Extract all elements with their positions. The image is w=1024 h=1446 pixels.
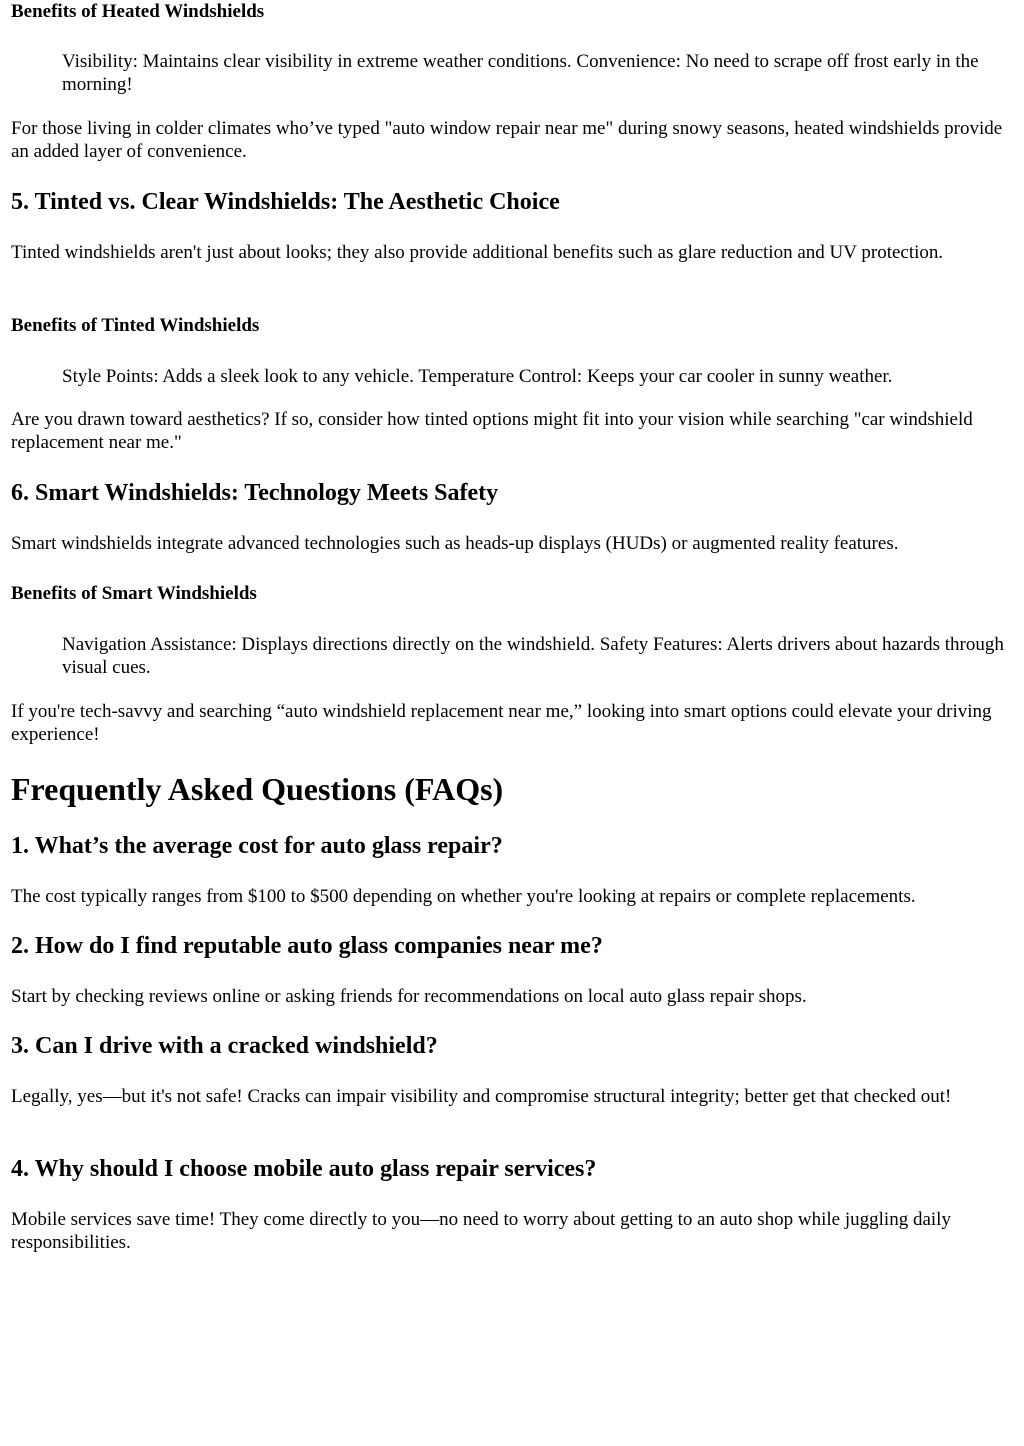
faq-question: 2. How do I find reputable auto glass companies near me? <box>11 933 603 959</box>
smart-closing-paragraph: If you're tech-savvy and searching “auto windshield replacement near me,” looking into smart options could elevate your driving experience! <box>11 701 992 745</box>
heated-benefits-list: Visibility: Maintains clear visibility in extreme weather conditions. Convenience: No need to scrape off frost early in the morning! <box>62 51 979 95</box>
faq-answer: Legally, yes—but it's not safe! Cracks can impair visibility and compromise structural integrity; better get that checked out! <box>11 1086 952 1107</box>
tinted-benefits-heading: Benefits of Tinted Windshields <box>11 315 260 336</box>
heated-benefits-heading: Benefits of Heated Windshields <box>11 1 265 22</box>
faq-answer: The cost typically ranges from $100 to $500 depending on whether you're looking at repairs or complete replacements. <box>11 886 916 907</box>
smart-section-heading: 6. Smart Windshields: Technology Meets Safety <box>11 480 499 506</box>
faq-answer: Mobile services save time! They come directly to you—no need to worry about getting to an auto shop while juggling daily responsibilities. <box>11 1209 951 1253</box>
smart-benefits-list: Navigation Assistance: Displays directions directly on the windshield. Safety Features: Alerts drivers about hazards through visual cues. <box>62 634 1004 678</box>
faq-question: 4. Why should I choose mobile auto glass repair services? <box>11 1156 597 1182</box>
smart-benefits-heading: Benefits of Smart Windshields <box>11 583 257 604</box>
smart-intro-paragraph: Smart windshields integrate advanced technologies such as heads-up displays (HUDs) or augmented reality features. <box>11 533 899 554</box>
tinted-section-heading: 5. Tinted vs. Clear Windshields: The Aesthetic Choice <box>11 189 560 215</box>
faq-question: 1. What’s the average cost for auto glass repair? <box>11 833 503 859</box>
faq-question: 3. Can I drive with a cracked windshield? <box>11 1033 438 1059</box>
faq-answer: Start by checking reviews online or asking friends for recommendations on local auto glass repair shops. <box>11 986 807 1007</box>
tinted-closing-paragraph: Are you drawn toward aesthetics? If so, consider how tinted options might fit into your vision while searching "car windshield replacement near me." <box>11 409 973 453</box>
tinted-benefits-list: Style Points: Adds a sleek look to any vehicle. Temperature Control: Keeps your car cooler in sunny weather. <box>62 366 893 387</box>
faq-title: Frequently Asked Questions (FAQs) <box>11 771 504 807</box>
heated-closing-paragraph: For those living in colder climates who’ve typed "auto window repair near me" during snowy seasons, heated windshields provide an added layer of convenience. <box>11 118 1003 162</box>
tinted-intro-paragraph: Tinted windshields aren't just about looks; they also provide additional benefits such as glare reduction and UV protection. <box>11 242 944 263</box>
